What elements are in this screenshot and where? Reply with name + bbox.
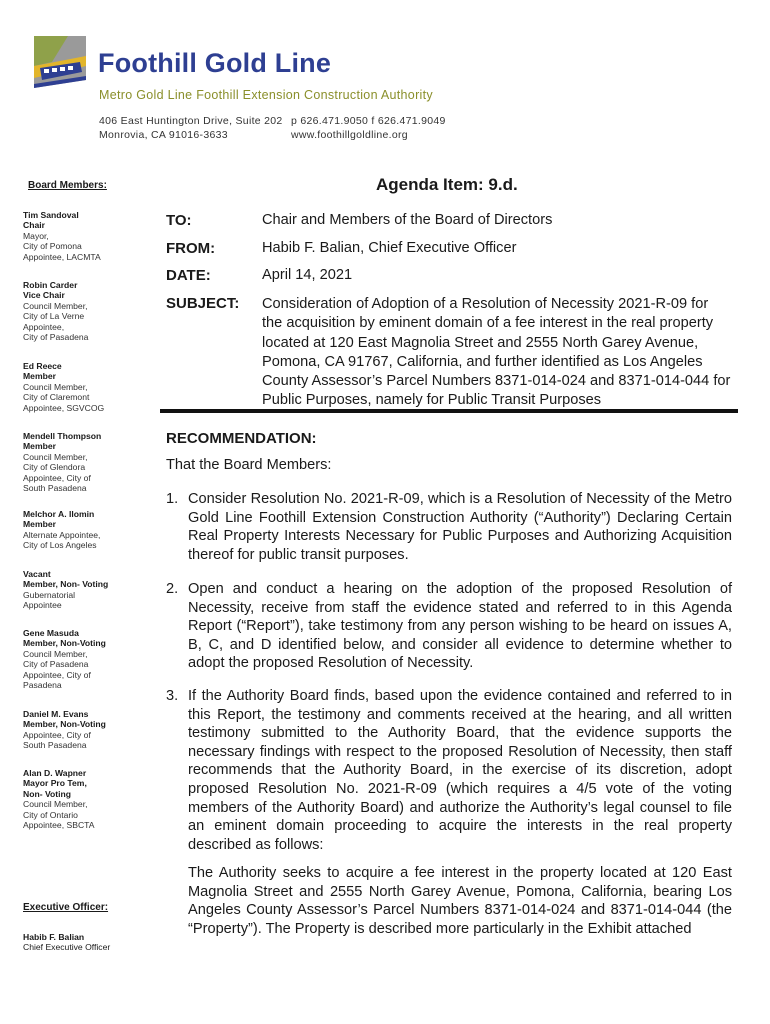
member-description: Council Member, xyxy=(23,381,88,392)
member-description: Gubernatorial xyxy=(23,589,76,600)
member-description: Appointee, City of xyxy=(23,472,91,483)
divider-rule xyxy=(160,409,738,413)
executive-officer-name: Habib F. Balian xyxy=(23,932,85,942)
member-name: Daniel M. Evans xyxy=(23,709,89,719)
member-name: Melchor A. Ilomin xyxy=(23,509,95,519)
from-value: Habib F. Balian, Chief Executive Officer xyxy=(262,240,517,256)
member-description: Appointee xyxy=(23,600,62,611)
member-description: City of Ontario xyxy=(23,809,78,820)
member-role: Member xyxy=(23,441,56,452)
item-text: Consider Resolution No. 2021-R-09, which is a Resolution of Necessity of the Metro Gold Line Foothill Extension Construction Authority (“Authority”) Declaring Certain Real Property Interests Necessary for Public Purposes and Authorizing Acquisition thereof for public transit purposes. xyxy=(188,491,732,563)
item-number: 2. xyxy=(166,581,179,597)
member-role: Member xyxy=(23,371,56,382)
date-label: DATE: xyxy=(166,267,211,284)
member-role: Member, Non- Voting xyxy=(23,579,109,590)
board-members-title: Board Members: xyxy=(28,180,107,191)
member-name: Mendell Thompson xyxy=(23,431,102,441)
member-role: Mayor Pro Tem, xyxy=(23,778,87,789)
executive-officer-title: Executive Officer: xyxy=(23,902,109,913)
phone-fax: p 626.471.9050 f 626.471.9049 xyxy=(291,115,446,127)
item-text: Open and conduct a hearing on the adoption of the proposed Resolution of Necessity, receive from staff the evidence stated and referred to in this Agenda Report (“Report”), take testimony from any person wishing to be heard on issues A, B, C, and D identified below, and consider all evidence to determine whether to adopt the proposed Resolution of Necessity. xyxy=(188,581,732,672)
from-label: FROM: xyxy=(166,240,216,257)
member-name: Gene Masuda xyxy=(23,628,79,638)
subject-value: Consideration of Adoption of a Resolution of Necessity 2021-R-09 for the acquisition by eminent domain of a fee interest in the real property located at 120 East Magnolia Street and 2555 North Garey Avenue, Pomona, CA 91767, California, and further identified as Los Angeles County Assessor’s Parcel Numbers 8371-014-024 and 8371-014-044 for Public Purposes, namely for Public Transit Purposes xyxy=(262,296,731,409)
subject-label: SUBJECT: xyxy=(166,295,240,312)
board-member xyxy=(23,569,153,611)
member-description: Appointee, City of xyxy=(23,729,91,740)
member-description: City of Glendora xyxy=(23,462,86,473)
member-name: Robin Carder xyxy=(23,280,78,290)
board-member xyxy=(23,280,153,342)
member-description: Pasadena xyxy=(23,680,62,691)
member-description: Appointee, City of xyxy=(23,669,91,680)
member-description: Appointee, SBCTA xyxy=(23,820,95,831)
item-number: 3. xyxy=(166,688,179,704)
member-description: Appointee, LACMTA xyxy=(23,251,101,262)
executive-officer xyxy=(23,932,110,953)
board-member xyxy=(23,431,153,493)
address-line-2: Monrovia, CA 91016-3633 xyxy=(99,129,228,141)
member-role: Vice Chair xyxy=(23,290,65,301)
member-description: Appointee, SGVCOG xyxy=(23,402,105,413)
member-name: Alan D. Wapner xyxy=(23,768,87,778)
executive-officer-role: Chief Executive Officer xyxy=(23,942,111,953)
member-role: Non- Voting xyxy=(23,788,72,799)
to-label: TO: xyxy=(166,212,192,229)
contact-block xyxy=(291,114,446,142)
address-line-1: 406 East Huntington Drive, Suite 202 xyxy=(99,115,283,127)
member-description: Council Member, xyxy=(23,451,88,462)
member-description: Council Member, xyxy=(23,799,88,810)
brand-name: Foothill Gold Line xyxy=(98,48,332,78)
board-member xyxy=(23,361,153,413)
member-description: South Pasadena xyxy=(23,740,87,751)
board-member xyxy=(23,210,153,262)
member-description: City of La Verne xyxy=(23,311,85,322)
recommendation-title: RECOMMENDATION: xyxy=(166,430,317,447)
member-description: City of Pomona xyxy=(23,241,82,252)
member-name: Ed Reece xyxy=(23,361,62,371)
member-role: Member, Non-Voting xyxy=(23,719,106,730)
member-description: City of Claremont xyxy=(23,392,90,403)
recommendation-item xyxy=(166,490,732,564)
member-name: Tim Sandoval xyxy=(23,210,79,220)
date-value: April 14, 2021 xyxy=(262,267,353,283)
website: www.foothillgoldline.org xyxy=(291,129,408,141)
member-role: Member, Non-Voting xyxy=(23,638,106,649)
member-description: Alternate Appointee, xyxy=(23,529,101,540)
member-role: Member xyxy=(23,519,56,530)
address-block xyxy=(99,114,283,142)
member-description: City of Pasadena xyxy=(23,659,89,670)
member-description: Council Member, xyxy=(23,300,88,311)
board-member xyxy=(23,628,153,690)
recommendation-item xyxy=(166,580,732,673)
member-description: City of Los Angeles xyxy=(23,540,97,551)
brand-subtitle: Metro Gold Line Foothill Extension Construction Authority xyxy=(99,88,433,102)
item-number: 1. xyxy=(166,491,179,507)
property-paragraph: The Authority seeks to acquire a fee interest in the property located at 120 East Magnolia Street and 2555 North Garey Avenue, Pomona, California, bearing Los Angeles County Assessor’s Parcel Numbers 8371-014-024 and 8371-014-044 (the “Property”). The Property is described more particularly in the Exhibit attached xyxy=(188,865,732,937)
member-description: Council Member, xyxy=(23,648,88,659)
item-text: If the Authority Board finds, based upon the evidence contained and referred to in this Report, the testimony and comments received at the hearing, and all written testimony submitted to the Authority Board, that the evidence supports the necessary findings with respect to the proposed Resolution of Necessity, then staff recommends that the Authority Board, in the exercise of its discretion, adopt proposed Resolution No. 2021-R-09 (which requires a 4/5 vote of the voting members of the Authority Board) and authorize the Authority’s legal counsel to file an eminent domain proceeding to acquire the interests in the real property described as follows: xyxy=(188,688,732,853)
member-description: South Pasadena xyxy=(23,483,87,494)
recommendation-intro: That the Board Members: xyxy=(166,457,332,473)
board-member xyxy=(23,509,153,551)
foothill-gold-line-logo xyxy=(30,32,88,92)
board-member xyxy=(23,709,153,751)
member-description: City of Pasadena xyxy=(23,332,89,343)
agenda-item: Agenda Item: 9.d. xyxy=(376,175,518,194)
board-member xyxy=(23,768,153,830)
to-value: Chair and Members of the Board of Directors xyxy=(262,212,553,228)
member-role: Chair xyxy=(23,220,45,231)
member-name: Vacant xyxy=(23,569,51,579)
recommendation-item xyxy=(166,687,732,854)
member-description: Mayor, xyxy=(23,230,49,241)
member-description: Appointee, xyxy=(23,321,65,332)
